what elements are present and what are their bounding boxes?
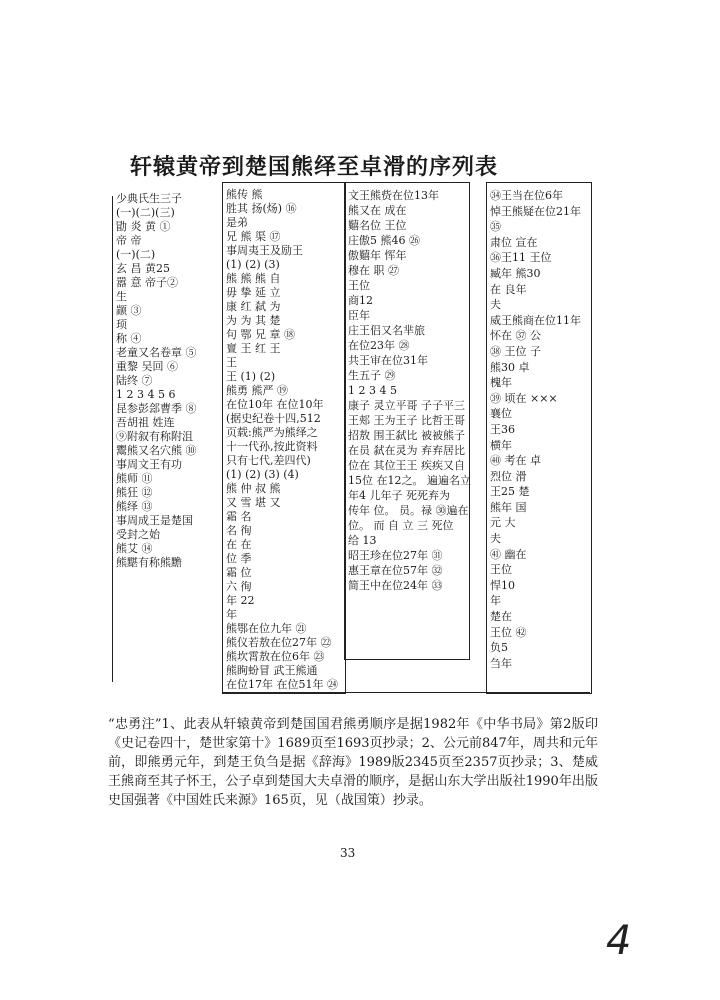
column1-entry: 帝 帝 bbox=[116, 234, 142, 247]
column2-entry: 王 bbox=[226, 356, 237, 369]
column4-entry: 在 良年 bbox=[490, 282, 527, 296]
page-number: 33 bbox=[340, 846, 356, 860]
column1-entry: 受封之始 bbox=[116, 528, 160, 541]
column2-entry: (据史纪卷十四,512 bbox=[226, 412, 321, 425]
column1-entry: 勖 炎 黄 ① bbox=[116, 220, 171, 233]
column2-entry: 熊勇 熊严 ⑲ bbox=[226, 384, 288, 397]
column2-entry: 熊坎霄敖在位6年 ㉓ bbox=[226, 650, 325, 663]
column4-entry: ㉟ bbox=[490, 220, 501, 234]
column1-entry: 重黎 吴回 ⑥ bbox=[116, 360, 178, 373]
column4-entry: ㊵ 考在 卓 bbox=[490, 454, 541, 468]
column2-entry: 十一代孙,按此资料 bbox=[226, 440, 318, 453]
column1-entry: 熊黮有称熊黵 bbox=[116, 556, 182, 569]
column1-entry: 事周文王有功 bbox=[116, 458, 182, 471]
column1-entry: 昆参彭郐曹季 ⑧ bbox=[116, 402, 197, 415]
column4-lineage bbox=[490, 188, 590, 671]
column4-entry: 负5 bbox=[490, 641, 508, 655]
column1-entry: 顼 bbox=[116, 318, 127, 331]
column2-entry: 又 雪 堪 又 bbox=[226, 496, 281, 509]
column4-entry: 熊年 国 bbox=[490, 500, 527, 514]
column3-entry: 年4 儿年子 死死弃为 bbox=[348, 489, 450, 502]
column4-entry: 刍年 bbox=[490, 656, 512, 670]
column1-entry: ⑨附叙有称附沮 bbox=[116, 430, 193, 443]
column2-entry: 六 徇 bbox=[226, 580, 252, 593]
column2-entry: 兄 熊 渠 ⑰ bbox=[226, 230, 281, 243]
column2-lineage bbox=[226, 188, 344, 692]
column1-entry: 熊绎 ⑬ bbox=[116, 500, 153, 513]
column4-entry: 夫 bbox=[490, 532, 501, 546]
column4-entry: ㊴ 顷在 ××× bbox=[490, 391, 558, 405]
column2-entry: 霜 名 bbox=[226, 510, 252, 523]
column3-entry: 穆在 职 ㉗ bbox=[348, 264, 399, 277]
column3-entry: 在员 弑在灵为 弃弃居比 bbox=[348, 444, 465, 457]
column1-entry: 1 2 3 4 5 6 bbox=[116, 388, 176, 401]
column1-entry: 熊师 ⑪ bbox=[116, 472, 153, 485]
column3-entry: 庄王侣又名芈旅 bbox=[348, 324, 425, 337]
column2-entry: 在位17年 在位51年 ㉔ bbox=[226, 678, 338, 691]
column3-entry: 1 2 3 4 5 bbox=[348, 384, 397, 397]
column4-entry: 悍10 bbox=[490, 578, 515, 592]
column3-entry: 位在 其位王王 疾疾又自 bbox=[348, 459, 465, 472]
column3-entry: 在位23年 ㉘ bbox=[348, 339, 410, 352]
column3-entry: 传年 位。 员。禄 ㉚遍在 bbox=[348, 504, 469, 517]
column2-entry: 在位10年 在位10年 bbox=[226, 398, 324, 411]
column2-entry: 熊仪若敖在位27年 ㉒ bbox=[226, 636, 332, 649]
column4-entry: ㊳ 王位 子 bbox=[490, 344, 541, 358]
column1-entry: 少典氏生三子 bbox=[116, 192, 182, 205]
column4-entry: 王位 bbox=[490, 563, 512, 577]
handwritten-number: 4 bbox=[606, 918, 632, 964]
column3-entry: 位。 而 自 立 三 死位 bbox=[348, 519, 454, 532]
column3-entry: 共王审在位31年 bbox=[348, 354, 428, 367]
column4-entry: 威王熊商在位11年 bbox=[490, 313, 581, 327]
column2-entry: 年 22 bbox=[226, 594, 255, 607]
column1-entry: (一)(二) bbox=[116, 248, 156, 261]
column3-entry: 王位 bbox=[348, 279, 370, 292]
column2-entry: 胜其 扬(炀) ⑯ bbox=[226, 202, 297, 215]
column3-entry: 熊又在 成在 bbox=[348, 204, 407, 217]
column2-entry: 年 bbox=[226, 608, 237, 621]
column2-entry: 在 在 bbox=[226, 538, 252, 551]
column1-entry: 熊狂 ⑫ bbox=[116, 486, 153, 499]
column2-entry: 只有七代,差四代) bbox=[226, 454, 311, 467]
column4-entry: 横年 bbox=[490, 438, 512, 452]
column4-entry: ㊱王11 王位 bbox=[490, 251, 552, 265]
column4-entry: 王25 楚 bbox=[490, 485, 530, 499]
column3-entry: 昭王珍在位27年 ㉛ bbox=[348, 549, 443, 562]
column2-entry: 名 徇 bbox=[226, 524, 252, 537]
column2-entry: 康 红 弑 为 bbox=[226, 300, 281, 313]
column2-entry: 霜 位 bbox=[226, 566, 252, 579]
column2-entry: 是弟 bbox=[226, 216, 248, 229]
column3-entry: 王郏 王为王子 比哲王哥 bbox=[348, 414, 465, 427]
column1-entry: 鬻熊又名穴熊 ⑩ bbox=[116, 444, 197, 457]
footnote-paragraph: “忠勇注”1、此表从轩辕黄帝到楚国国君熊勇顺序是据1982年《中华书局》第2版印《史记卷四十，楚世家第十》1689页至1693页抄录；2、公元前847年，周共和元年前，即熊勇元年，到楚王负刍是据《辞海》1989版2345页至2357页抄录；3、楚威王熊商至其子怀王，公子卓到楚国大夫卓滑的顺序，是据山东大学出版社1990年出版史国强著《中国姓氏来源》165页，见（战国策）抄录。 bbox=[108, 717, 598, 808]
column4-entry: 槐年 bbox=[490, 376, 512, 390]
column2-entry: 熊传 熊 bbox=[226, 188, 263, 201]
column1-entry: 陆终 ⑦ bbox=[116, 374, 153, 387]
column1-lineage bbox=[116, 192, 220, 570]
column2-entry: 熊鄂在位九年 ㉑ bbox=[226, 622, 307, 635]
column2-entry: 句 鄂 兄 章 ⑱ bbox=[226, 328, 295, 341]
column1-entry: 事周成王是楚国 bbox=[116, 514, 193, 527]
column4-entry: ㉞王当在位6年 bbox=[490, 189, 563, 202]
page-title: 轩辕黄帝到楚国熊绎至卓滑的序列表 bbox=[130, 154, 499, 180]
column2-entry: 熊 熊 熊 自 bbox=[226, 272, 281, 285]
column3-entry: 康子 灵立平哥 子子平三 bbox=[348, 399, 465, 412]
column2-entry: (1) (2) (3) (4) bbox=[226, 468, 299, 481]
column3-entry: 给 13 bbox=[348, 534, 377, 547]
column3-entry: 傲囏年 恽年 bbox=[348, 249, 407, 262]
column4-entry: 悼王熊疑在位21年 bbox=[490, 204, 581, 218]
column2-entry: 熊 仲 叔 熊 bbox=[226, 482, 281, 495]
column2-entry: 亶 王 红 王 bbox=[226, 342, 281, 355]
column3-entry: 文王熊赀在位13年 bbox=[348, 189, 439, 202]
column3-entry: 商12 bbox=[348, 294, 373, 307]
column3-entry: 囏名位 王位 bbox=[348, 219, 407, 232]
column2-entry: 王 (1) (2) bbox=[226, 370, 276, 383]
column3-entry: 招敖 围王弑比 被被熊子 bbox=[348, 429, 465, 442]
column4-entry: ㊶ 幽在 bbox=[490, 547, 527, 561]
column2-entry: 毋 挚 延 立 bbox=[226, 286, 281, 299]
column2-entry: 事周夷王及励王 bbox=[226, 244, 303, 257]
column4-entry: 王36 bbox=[490, 422, 515, 436]
column1-entry: 吾胡祖 姓连 bbox=[116, 416, 175, 429]
column3-entry: 庄傲5 熊46 ㉖ bbox=[348, 234, 420, 247]
column4-entry: 臧年 熊30 bbox=[490, 266, 541, 280]
column4-entry: 年 bbox=[490, 594, 501, 608]
column1-entry: 熊艾 ⑭ bbox=[116, 542, 153, 555]
column2-entry: (1) (2) (3) bbox=[226, 258, 280, 271]
column3-entry: 惠王章在位57年 ㉜ bbox=[348, 564, 443, 577]
col1-spine bbox=[112, 196, 113, 682]
column1-entry: 嚣 意 帝子② bbox=[116, 276, 178, 289]
column4-entry: 夫 bbox=[490, 298, 501, 312]
column1-entry: 生 bbox=[116, 290, 127, 303]
column3-entry: 臣年 bbox=[348, 309, 370, 322]
column2-entry: 熊眴蚡冒 武王熊通 bbox=[226, 664, 318, 677]
column4-entry: 王位 ㊷ bbox=[490, 625, 527, 639]
column2-entry: 页载:熊严为熊绎之 bbox=[226, 426, 318, 439]
column1-entry: 老童又名卷章 ⑤ bbox=[116, 346, 197, 359]
column2-entry: 为 为 其 楚 bbox=[226, 314, 281, 327]
column4-entry: 元 大 bbox=[490, 516, 516, 530]
column4-entry: 楚在 bbox=[490, 610, 512, 624]
bottom-connector bbox=[222, 692, 590, 693]
column4-entry: 熊30 卓 bbox=[490, 360, 530, 374]
column4-entry: 肃位 宣在 bbox=[490, 235, 538, 249]
column1-entry: 颛 ③ bbox=[116, 304, 142, 317]
column4-entry: 怀在 ㊲ 公 bbox=[490, 329, 541, 343]
column3-lineage bbox=[348, 188, 471, 593]
column3-entry: 简王中在位24年 ㉝ bbox=[348, 579, 443, 592]
column2-entry: 位 季 bbox=[226, 552, 252, 565]
column1-entry: (一)(二)(三) bbox=[116, 206, 175, 219]
column1-entry: 玄 昌 黄25 bbox=[116, 262, 170, 275]
column3-entry: 15位 在12之。 遍遍名立 bbox=[348, 474, 471, 487]
column4-entry: 烈位 滑 bbox=[490, 469, 527, 483]
column1-entry: 称 ④ bbox=[116, 332, 142, 345]
column3-entry: 生五子 ㉙ bbox=[348, 369, 396, 382]
column4-entry: 襄位 bbox=[490, 407, 512, 421]
